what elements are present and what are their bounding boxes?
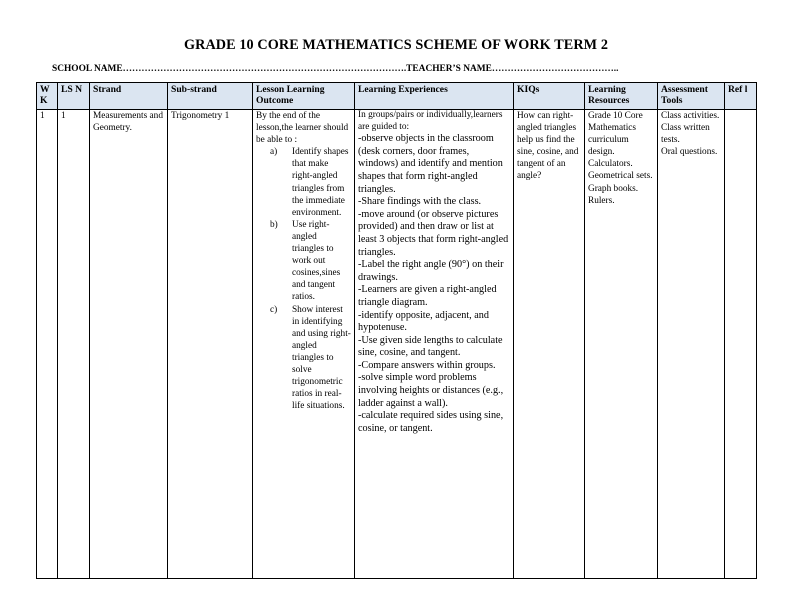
header-learning-experiences: Learning Experiences — [355, 83, 514, 110]
header-strand: Strand — [90, 83, 168, 110]
assessment-item: Class activities. — [661, 111, 720, 121]
cell-strand: Measurements and Geometry. — [90, 110, 168, 579]
cell-week: 1 — [37, 110, 58, 579]
experience-item: -Compare answers within groups. — [358, 359, 496, 371]
experience-item: -Label the right angle (90°) on their drawings. — [358, 259, 504, 283]
outcome-item — [256, 219, 351, 304]
cell-lesson: 1 — [58, 110, 90, 579]
outcome-text: Identify shapes that make right-angled triangles from the immediate environment. — [292, 147, 349, 218]
outcome-item — [256, 304, 351, 413]
experience-item: -Learners are given a right-angled triangle diagram. — [358, 284, 497, 308]
cell-learning-experiences — [355, 110, 514, 579]
cell-learning-resources — [585, 110, 658, 579]
outcome-text: Show interest in identifying and using right-angled triangles to solve trigonometric ratios in real-life situations. — [292, 304, 351, 412]
experience-item: -Use given side lengths to calculate sine, cosine, and tangent. — [358, 334, 503, 359]
resource-item: Graph books. — [588, 183, 639, 194]
resource-item: Geometrical sets. — [588, 171, 653, 182]
cell-learning-outcome — [253, 110, 355, 579]
table-header-row — [37, 83, 757, 110]
header-lesson: LS N — [58, 83, 90, 110]
header-reflection: Ref l — [725, 83, 757, 110]
cell-reflection — [725, 110, 757, 579]
header-learning-outcome: Lesson Learning Outcome — [253, 83, 355, 110]
assessment-item: Oral questions. — [661, 147, 718, 158]
outcome-marker: c) — [270, 304, 278, 315]
experience-item: -solve simple word problems involving heights or distances (e.g., ladder against a wall). — [358, 372, 504, 409]
outcome-intro: By the end of the lesson,the learner should be able to : — [256, 111, 349, 146]
header-sub-strand: Sub-strand — [168, 83, 253, 110]
resource-item: Grade 10 Core Mathematics curriculum design. — [588, 111, 643, 158]
document-title: GRADE 10 CORE MATHEMATICS SCHEME OF WORK TERM 2 — [183, 37, 609, 53]
header-kiqs: KIQs — [514, 83, 585, 110]
experience-item: -Share findings with the class. — [358, 196, 482, 208]
experience-item: -move around (or observe pictures provided) and then draw or list at least 3 objects that form right-angled triangles. — [358, 208, 509, 258]
table-row — [37, 110, 757, 579]
outcome-marker: a) — [270, 147, 278, 158]
scheme-of-work-table — [36, 82, 757, 579]
outcome-list — [256, 146, 351, 412]
cell-kiqs: How can right-angled triangles help us find the sine, cosine, and tangent of an angle? — [514, 110, 585, 579]
school-teacher-name-line: SCHOOL NAME……………………………………………………………………………….TEACHER’S NAME………………………………….. — [52, 64, 619, 74]
cell-assessment-tools — [658, 110, 725, 579]
header-assessment-tools: Assessment Tools — [658, 83, 725, 110]
cell-sub-strand: Trigonometry 1 — [168, 110, 253, 579]
assessment-item: Class written tests. — [661, 123, 710, 146]
resource-item: Rulers. — [588, 195, 615, 206]
header-week: W K — [37, 83, 58, 110]
experience-intro: In groups/pairs or individually,learners are guided to: — [358, 110, 503, 132]
experience-item: -calculate required sides using sine, cosine, or tangent. — [358, 410, 504, 434]
outcome-text: Use right-angled triangles to work out cosines,sines and tangent ratios. — [292, 219, 341, 303]
outcome-item — [256, 146, 351, 219]
header-learning-resources: Learning Resources — [585, 83, 658, 110]
experience-item: -observe objects in the classroom (desk corners, door frames, windows) and identify and mention shapes that form right-angled triangles. — [358, 133, 503, 195]
resource-item: Calculators. — [588, 159, 633, 170]
experience-item: -identify opposite, adjacent, and hypotenuse. — [358, 309, 489, 334]
outcome-marker: b) — [270, 219, 278, 230]
